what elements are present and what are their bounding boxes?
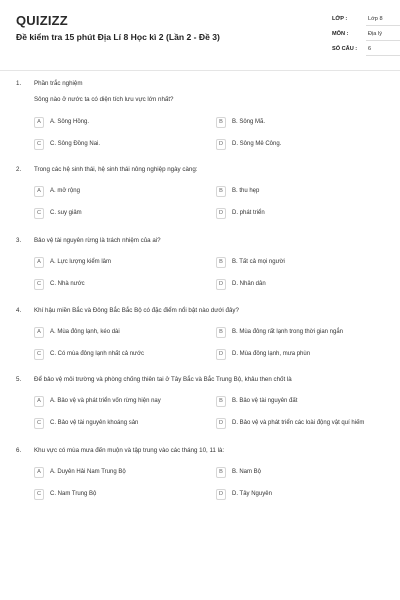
meta-count-label: SỐ CÂU : [332, 46, 358, 52]
option-text: A. mở rộng [50, 188, 80, 194]
option-text: C. Có mùa đông lạnh nhất cả nước [50, 351, 145, 357]
option-text: A. Bảo vệ và phát triển vốn rừng hiện nay [50, 398, 161, 404]
option-letter-box: D [216, 208, 226, 219]
question-5 [0, 376, 400, 446]
option-text: D. Mùa đông lạnh, mưa phùn [232, 351, 311, 357]
question-text: Trong các hệ sinh thái, hệ sinh thái nông nghiệp ngày càng: [34, 166, 198, 173]
question-number: 1. [16, 80, 22, 87]
question-text: Khí hậu miền Bắc và Đông Bắc Bắc Bộ có đặc điểm nổi bật nào dưới đây? [34, 307, 239, 314]
meta-divider [366, 40, 400, 41]
option-letter-box: B [216, 117, 226, 128]
option-letter-box: C [34, 489, 44, 500]
meta-subject-value: Địa lý [368, 31, 382, 37]
option-text: A. Lực lượng kiểm lâm [50, 259, 111, 265]
option-text: B. Bảo vệ tài nguyên đất [232, 398, 298, 404]
quizizz-logo: QUIZIZZ [16, 13, 68, 28]
worksheet-title: Đề kiểm tra 15 phút Địa Lí 8 Học kì 2 (Lần 2 - Đề 3) [16, 32, 220, 42]
option-letter-box: A [34, 117, 44, 128]
option-letter-box: A [34, 396, 44, 407]
option-text: B. Sông Mã. [232, 119, 266, 125]
option-letter-box: C [34, 279, 44, 290]
option-letter-box: C [34, 349, 44, 360]
meta-subject-label: MÔN : [332, 31, 349, 37]
option-letter-box: B [216, 186, 226, 197]
option-text: C. Bảo vệ tài nguyên khoáng sản [50, 420, 139, 426]
option-text: D. Sông Mê Công. [232, 141, 282, 147]
option-letter-box: B [216, 396, 226, 407]
meta-class-value: Lớp 8 [368, 16, 383, 22]
question-text: Để bảo vệ môi trường và phòng chống thiên tai ở Tây Bắc và Bắc Trung Bộ, khâu then chốt là [34, 376, 292, 383]
meta-count-value: 6 [368, 46, 372, 52]
question-number: 2. [16, 166, 22, 173]
question-number: 6. [16, 447, 22, 454]
option-text: D. Tây Nguyên [232, 491, 272, 497]
option-letter-box: D [216, 139, 226, 150]
question-2 [0, 166, 400, 236]
option-letter-box: B [216, 257, 226, 268]
option-letter-box: C [34, 208, 44, 219]
question-6 [0, 447, 400, 517]
option-letter-box: C [34, 139, 44, 150]
option-text: C. Sông Đồng Nai. [50, 141, 101, 147]
question-1 [0, 80, 400, 150]
option-letter-box: A [34, 467, 44, 478]
option-letter-box: D [216, 279, 226, 290]
question-text: Bảo vệ tài nguyên rừng là trách nhiệm của ai? [34, 237, 161, 244]
option-letter-box: C [34, 418, 44, 429]
option-text: C. Nam Trung Bộ [50, 491, 97, 497]
option-text: B. Nam Bộ [232, 469, 262, 475]
meta-divider [366, 25, 400, 26]
question-number: 3. [16, 237, 22, 244]
option-text: C. suy giảm [50, 210, 82, 216]
option-letter-box: A [34, 327, 44, 338]
meta-divider [366, 55, 400, 56]
question-4 [0, 307, 400, 377]
option-text: A. Mùa đông lạnh, kéo dài [50, 329, 120, 335]
option-letter-box: B [216, 327, 226, 338]
option-letter-box: B [216, 467, 226, 478]
question-subtext: Sông nào ở nước ta có diện tích lưu vực lớn nhất? [34, 96, 174, 103]
option-letter-box: A [34, 186, 44, 197]
option-text: A. Duyên Hải Nam Trung Bộ [50, 469, 126, 475]
option-text: D. Bảo vệ và phát triển các loài động vật quí hiếm [232, 420, 365, 426]
question-number: 5. [16, 376, 22, 383]
option-text: B. Tất cả mọi người [232, 259, 285, 265]
option-text: B. thu hẹp [232, 188, 260, 194]
question-text: Phần trắc nghiệm [34, 80, 83, 87]
option-text: D. phát triển [232, 210, 265, 216]
option-text: C. Nhà nước [50, 281, 85, 287]
option-letter-box: A [34, 257, 44, 268]
option-text: D. Nhân dân [232, 281, 266, 287]
worksheet-header [0, 0, 400, 71]
question-3 [0, 237, 400, 307]
option-letter-box: D [216, 418, 226, 429]
question-text: Khu vực có mùa mưa đến muộn và tập trung vào các tháng 10, 11 là: [34, 447, 225, 454]
option-text: B. Mùa đông rất lạnh trong thời gian ngắn [232, 329, 344, 335]
option-text: A. Sông Hồng. [50, 119, 90, 125]
question-number: 4. [16, 307, 22, 314]
option-letter-box: D [216, 349, 226, 360]
option-letter-box: D [216, 489, 226, 500]
meta-class-label: LỚP : [332, 16, 348, 22]
